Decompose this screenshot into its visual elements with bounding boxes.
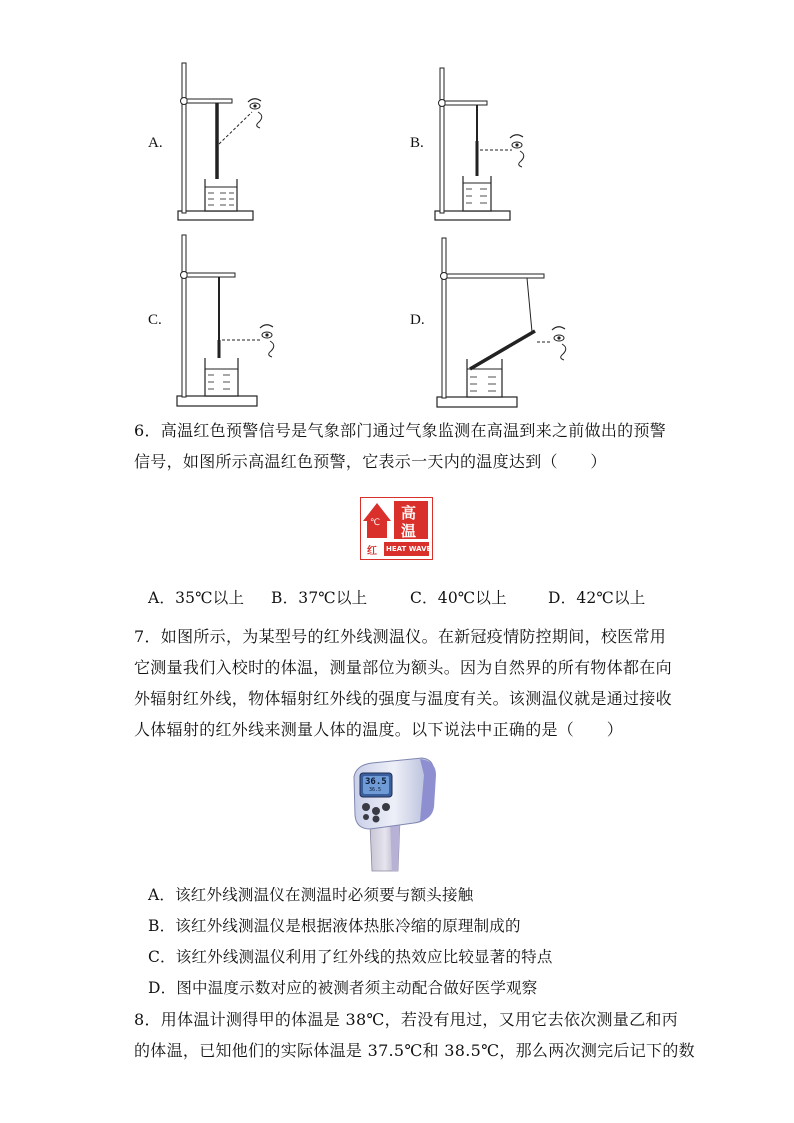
setup-a-diagram [170,60,280,225]
sign-english: HEAT WAVE [386,545,432,553]
q7-choice-b: B．该红外线测温仪是根据液体热胀冷缩的原理制成的 [148,917,521,935]
q7-choice-d: D．图中温度示数对应的被测者须主动配合做好医学观察 [148,979,538,997]
sign-color-label: 红 [367,546,377,557]
option-b-label: B. [410,135,424,151]
q7-choice-c: C．该红外线测温仪利用了红外线的热效应比较显著的特点 [148,948,553,966]
q6-choice-b: B．37℃以上 [271,589,368,607]
setup-d-diagram [432,235,582,410]
device-display-sub: 36.5 [369,787,382,793]
q7-text-line-2: 它测量我们入校时的体温，测量部位为额头。因为自然界的所有物体都在向 [134,658,672,677]
heat-warning-sign [360,497,433,560]
q8-text-line-1: 8．用体温计测得甲的体温是 38℃，若没有甩过，又用它去依次测量乙和丙 [134,1010,679,1029]
sign-char-1: 高 [401,504,417,522]
option-a-label: A. [148,135,163,151]
q7-text-line-4: 人体辐射的红外线来测量人体的温度。以下说法中正确的是（ ） [134,720,624,739]
q6-text-line-2: 信号，如图所示高温红色预警，它表示一天内的温度达到（ ） [134,452,607,471]
setup-c-diagram [172,232,292,410]
q6-choice-a: A．35℃以上 [148,589,245,607]
q7-choice-a: A．该红外线测温仪在测温时必须要与额头接触 [148,886,474,904]
option-d-label: D. [410,312,425,328]
sign-unit: ℃ [370,518,381,528]
setup-b-diagram [430,65,540,225]
sign-char-2: 温 [401,522,417,540]
device-display-main: 36.5 [365,777,387,787]
infrared-thermometer-image [350,755,442,873]
q6-choice-c: C．40℃以上 [410,589,507,607]
q8-text-line-2: 的体温，已知他们的实际体温是 37.5℃和 38.5℃，那么两次测完后记下的数 [134,1041,695,1060]
option-c-label: C. [148,312,162,328]
q7-text-line-1: 7．如图所示，为某型号的红外线测温仪。在新冠疫情防控期间，校医常用 [134,627,667,646]
q7-text-line-3: 外辐射红外线，物体辐射红外线的强度与温度有关。该测温仪就是通过接收 [134,689,672,708]
q6-choice-d: D．42℃以上 [548,589,646,607]
q6-text-line-1: 6．高温红色预警信号是气象部门通过气象监测在高温到来之前做出的预警 [134,421,667,440]
